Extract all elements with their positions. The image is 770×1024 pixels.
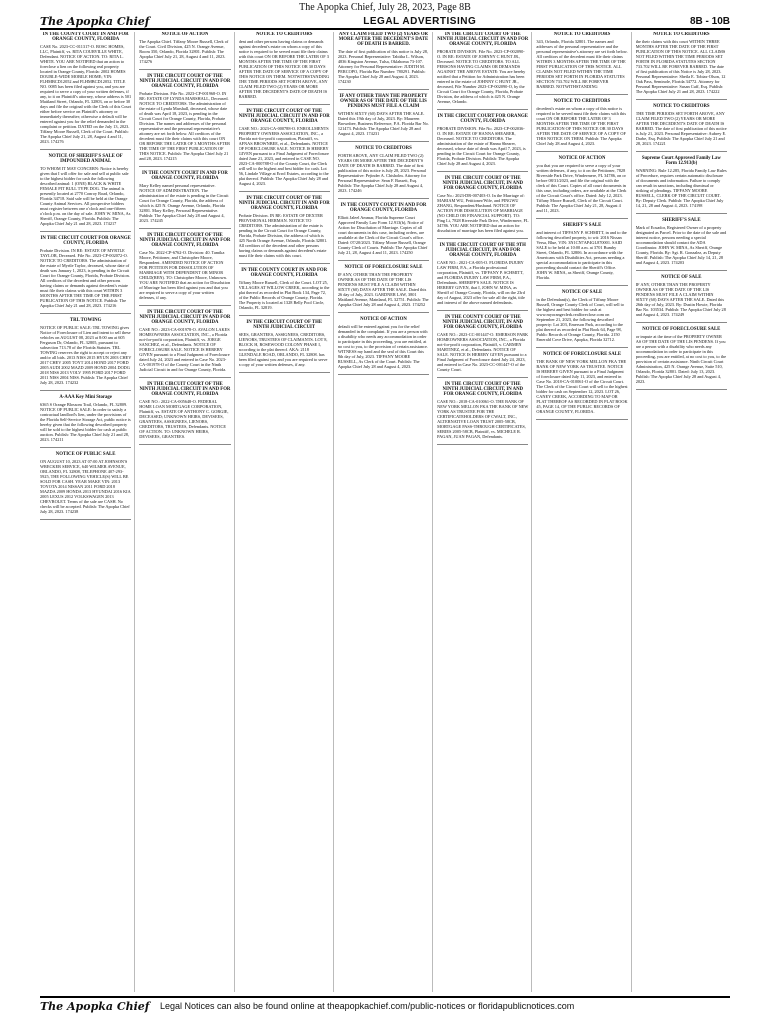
legal-notice <box>536 99 627 152</box>
legal-notice <box>139 32 230 70</box>
legal-notice <box>636 156 727 214</box>
legal-notice <box>536 223 627 286</box>
legal-notice <box>636 327 727 390</box>
notice-heading: IN THE CIRCUIT COURT FOR ORANGE COUNTY, FLORIDA <box>40 236 131 246</box>
notice-heading: NOTICE TO CREDITORS <box>653 32 710 37</box>
notice-body: THE TIME PERIODS SET FORTH ABOVE, ANY CLAIM FILED TWO (2) YEARS OR MORE AFTER THE DECEDENT'S DATE OF DEATH IS BARRED. The date of first publication of this notice is July 21, 2023. Personal Representative: Aubrey E. Darbe, Esq. Publish: The Apopka Chief July 21 and 28, 2023. 174221 <box>635 111 727 146</box>
notice-body: you that you are required to serve a copy of your written defenses, if any, to it on the Petitioner, 7828 Riverside Park Drive, Windermere, FL 34786, on or before 08/31/2023, and file the original with the clerk of this Court. Copies of all court documents in this case, including orders, are available at the Clerk of the Circuit Court's office. Dated: July 12, 2023. Tiffany Moore Russell, Clerk of the Circuit Court. Publish: The Apopka Chief July 21, 28, August 4 and 11, 2023. <box>536 163 627 213</box>
page-range: 8B - 10B <box>689 15 730 27</box>
legal-notice <box>636 275 727 323</box>
footer-notice-text: Legal Notices can also be found online at theapopkachief.com/public-notices or floridapublicnotices.com <box>160 1001 575 1011</box>
notice-body: 343, Orlando, Florida 32801. The names and addresses of the personal representative and the personal representative's attorney are set forth below. All creditors of the decedent must file their claims WITHIN 3 MONTHS AFTER THE TIME OF THE FIRST PUBLICATION OF THIS NOTICE. ALL CLAIMS NOT FILED WITHIN THE TIME PERIODS SET FORTH IN FLORIDA STATUTES SECTION 733.702 WILL BE FOREVER BARRED. NOTWITHSTANDING <box>536 39 628 89</box>
notice-heading: IN THE CIRCUIT COURT OF THE 9TH JUDICIAL CIRCUIT, IN AND FOR ORANGE COUNTY, FLORIDA <box>439 243 526 258</box>
notice-heading: IN THE COUNTY COURT IN AND FOR ORANGE COUNTY, FLORIDA <box>241 268 328 278</box>
notice-heading: SHERIFF'S SALE <box>662 218 701 223</box>
notice-heading: IN THE CIRCUIT COURT OF THE NINTH JUDICIAL CIRCUIT IN AND FOR ORANGE COUNTY, FLORIDA <box>139 382 231 397</box>
legal-notice <box>40 452 131 520</box>
notice-heading: NOTICE OF FORECLOSURE SALE <box>543 352 622 357</box>
column-3 <box>239 32 334 992</box>
notice-body: ON AUGUST 10, 2023 AT 07:00 AT JOHNSON'S WRECKER SERVICE, 640 WILMER AVENUE, ORLANDO, FL 32808, TELEPHONE 407-293-5925, THE FOLLOWING VEHICLE(S) WILL BE SOLD FOR CASH. YEAR MAKE VIN: 2013 TOYOTA 2014 NISSAN 2011 FORD 2018 MAZDA 2009 HONDA 2013 HYUNDAI 2016 KIA 2005 LEXUS 2012 VOLKSWAGEN 2013 CHEVROLET. Terms of the sale are CASH. No checks will be accepted. Publish: The Apopka Chief July 28, 2023. 174238 <box>40 459 131 514</box>
legal-notice <box>636 32 727 100</box>
notice-body: Tiffany Moore Russell, Clerk of the Court. LOT 25, VILLAGES AT WILLOW CREEK, according to the plat thereof as recorded in Plat Book 134, Page 72, of the Public Records of Orange County, Florida. The Property is located at 1328 Belly Pool Circle, Orlando, FL 32819. <box>238 280 330 310</box>
legal-notice <box>239 268 330 316</box>
notice-heading: NOTICE TO CREDITORS <box>255 32 313 37</box>
legal-notice <box>40 154 131 232</box>
notice-heading: IN THE CIRCUIT COURT OF THE NINTH JUDICIAL CIRCUIT IN AND FOR ORANGE COUNTY, FLORIDA <box>437 32 529 47</box>
legal-notice <box>139 74 230 167</box>
notice-heading: NOTICE OF SHERIFF'S SALE OF IMPOUNDED ANIMAL <box>48 154 123 164</box>
notice-body: IF ANY, OTHER THAN THE PROPERTY OWNER AS OF THE DATE OF THE LIS PENDENS MUST FILE A CLAIM WITHIN SIXTY (60) DAYS AFTER THE SALE. Dated this 26th day of July, 2023. By: Dustin Howie, Florida Bar No. 103534. Publish: The Apopka Chief July 28 and August 4, 2023. 174249 <box>635 282 726 317</box>
legal-notice <box>338 32 429 90</box>
legal-notice <box>437 114 528 172</box>
notice-heading: IN THE CIRCUIT COURT FOR ORANGE COUNTY, FLORIDA <box>437 114 528 124</box>
notice-heading: NOTICE OF FORECLOSURE SALE <box>344 265 423 270</box>
notice-body: CASE No. 2023-CC-011317-O. BOSC HOMES, LLC, Plaintiff, vs. RITA COURVILLE WHITE, Defendant. NOTICE OF ACTION. TO: RITA L. WHITE. YOU ARE NOTIFIED that an action to foreclose a lien on the following real property located in Orange County, Florida: 2002 HOMES DOUBLE-WIDE MOBILE HOME; VIN: FLHMBCD12052 and FLHMBCD12052. TITLE NO. 0085 has been filed against you, and you are required to serve a copy of your written defenses, if any, to it on Plaintiff's attorney, whose address is 501 Maitland Street, Orlando, FL 32803, on or before 30 days and file the original with the Clerk of this Court either before service on Plaintiff's attorney or immediately thereafter; otherwise a default will be entered against you for the relief demanded in the complaint or petition. DATED on the July 13, 2023. Tiffany Moore Russell, Clerk of the Court. Publish: The Apopka Chief July 21, 28, August 4 and 11, 2023. 174276 <box>40 44 132 144</box>
legal-notice <box>338 317 429 375</box>
column-5 <box>437 32 532 992</box>
notice-heading: IN THE CIRCUIT COURT OF THE NINTH JUDICIAL CIRCUIT, IN AND FOR ORANGE COUNTY, FLORIDA <box>442 176 524 191</box>
legal-notice <box>40 318 131 391</box>
section-title: LEGAL ADVERTISING <box>363 15 477 27</box>
legal-notice <box>239 320 330 373</box>
notice-body: CASE NO.: 2021-CA-005-O. FLORIDA INJURY LAW FIRM, P.A., a Florida professional corporation, Plaintiff, vs. TIFFANY P. SCHMITT, and FLORIDA INJURY LAW FIRM, P.A., Defendants. SHERIFF'S SALE. NOTICE IS HEREBY GIVEN, that I, JOHN W. MINA, as Sheriff of Orange County, Florida, will on the 23rd day of August, 2023 offer for sale all the right, title and interest of the above named defendants. <box>437 260 525 305</box>
newspaper-logo: The Apopka Chief <box>40 14 150 28</box>
legal-notice <box>139 171 230 229</box>
notice-body: TO WHOM IT MAY CONCERN: Notice is hereby given that I will offer for sale and sell at public sale to the highest bidder for cash the following described animal: 1 (ONE) BLACK & WHITE FEMALE PIT BULL TYPE DOG. The animal is presently located at 2770 Conroy Road, Orlando, Florida 34718. Said sale will be held at the Orange County Animal Services. All prospective bidders must register between one o'clock and one-fifteen o'clock p.m. on the day of sale. JOHN W. MINA, As Sheriff, Orange County, Florida. Publish: The Apopka Chief July 21 and 28, 2023. 174217 <box>40 166 131 226</box>
column-4 <box>338 32 433 992</box>
legal-notice <box>239 32 330 105</box>
legal-notice <box>338 94 429 142</box>
notice-heading: IN THE COUNTY COURT OF THE NINTH JUDICIAL CIRCUIT, IN AND FOR ORANGE COUNTY, FLORIDA <box>442 315 524 330</box>
legal-notice <box>338 203 429 261</box>
notice-heading: IN THE CIRCUIT COURT OF THE NINTH JUDICIAL CIRCUIT IN AND FOR ORANGE COUNTY, FLORIDA <box>139 233 231 248</box>
legal-notice <box>239 196 330 264</box>
legal-notice <box>139 382 230 445</box>
legal-notice <box>636 218 727 271</box>
page-dateline: The Apopka Chief, July 28, 2023, Page 8B <box>299 2 471 13</box>
notice-heading: TRL TOWING <box>69 318 102 323</box>
notice-heading: NOTICE OF PUBLIC SALE <box>55 452 116 457</box>
notice-heading: NOTICE OF ACTION <box>558 156 606 161</box>
notice-body: FORTH ABOVE, ANY CLAIM FILED TWO (2) YEARS OR MORE AFTER THE DECEDENT'S DATE OF DEATH IS BARRED. The date of first publication of this notice is July 28, 2023. Personal Representative: Pejinder A. Chisholm. Attorney for Personal Representative: Sean F. Bassett, Esq. Publish: The Apopka Chief July 28 and August 4, 2023. 174246 <box>337 153 427 193</box>
notice-body: Probate Division. File No. 2023-CP-001968-O. IN RE: ESTATE OF LYNDA MARSHALL, Deceased. NOTICE TO CREDITORS. The administration of the estate of Lynda Marshall, deceased, whose date of death was April 18, 2023, is pending in the Circuit Court for Orange County, Florida, Probate Division. The names and addresses of the personal representative and the personal representative's attorney are set forth below. All creditors of the decedent must file their claims with this court ON OR BEFORE THE LATER OF 3 MONTHS AFTER THE TIME OF THE FIRST PUBLICATION OF THIS NOTICE. Publish: The Apopka Chief July 21 and 28, 2023. 174215 <box>139 91 231 161</box>
notice-body: and interest of TIFFANY P. SCHMITT, in and to the following described property, to wit: 2016 Nissan Versa, Blue, VIN: 3N1CN7AP4GL870001. SAID SALE to be held at 10:00 a.m. at 3701 Bumby Street, Orlando, FL 32806. In accordance with the Americans with Disabilities Act, persons needing a special accommodation to participate in this proceeding should contact the Sheriff's Office. JOHN W. MINA, as Sheriff, Orange County, Florida. <box>536 230 627 280</box>
notice-body: NOTICE OF PUBLIC SALE: TRL TOWING gives Notice of Foreclosure of Lien and intent to sell these vehicles on AUGUST 08, 2023 at 8:00 am at 605 Ferguson Dr, Orlando, FL 32805, pursuant to subsection 713.78 of the Florida Statutes. TRL TOWING reserves the right to accept or reject any and/or all bids. 2013 NISS 2015 HYUN 2003 CHEV 2017 CHEV 2005 TOYT 2014 HOND 2017 FORD 2005 AUDI 2002 MAZD 2009 HOND 2004 DODG 2018 NISS 2013 VOLV 1995 FORD 2017 FORD 2011 NISS 2004 NISS. Publish: The Apopka Chief July 28, 2023. 174232 <box>40 325 132 385</box>
notice-heading: NOTICE TO CREDITORS <box>553 99 611 104</box>
column-6 <box>536 32 631 992</box>
footer-logo: The Apopka Chief <box>40 999 150 1013</box>
column-2 <box>139 32 234 992</box>
notice-body: Case No. 2022-CP-6762-O. Division: 40. Tamika Moore, Petitioner, and Christopher Moore, Respondent. AMENDED NOTICE OF ACTION FOR PETITION FOR DISSOLUTION OF MARRIAGE WITH DEPENDENT OR MINOR CHILD(REN). TO: Christopher Moore, Unknown. YOU ARE NOTIFIED that an action for Dissolution of Marriage has been filed against you and that you are required to serve a copy of your written defenses, if any. <box>139 250 231 300</box>
notice-heading: NOTICE OF SALE <box>661 275 702 280</box>
notice-heading: ANY CLAIM FILED TWO (2) YEARS OR MORE AFTER THE DECEDENT'S DATE OF DEATH IS BARRED. <box>338 32 429 47</box>
notice-columns <box>40 32 730 992</box>
notice-heading: Supreme Court Approved Family Law Form 12.913(b) <box>641 156 721 166</box>
notice-body: default will be entered against you for the relief demanded in the complaint. If you are a person with a disability who needs any accommodation in order to participate in this proceeding, you are entitled, at no cost to you, to the provision of certain assistance. WITNESS my hand and the seal of this Court this 8th day of July, 2023. TIFFANY MOORE RUSSELL, As Clerk of the Court. Publish: The Apopka Chief July 28 and August 4, 2023. <box>337 324 428 369</box>
notice-body: CASE NO.: 2023-CA-001978-O. AVALON LAKES HOMEOWNERS ASSOCIATION, INC., a Florida not-for-profit corporation, Plaintiff, vs. JORGE SANCHEZ, et al., Defendants. NOTICE OF FORECLOSURE SALE. NOTICE IS HEREBY GIVEN pursuant to a Final Judgment of Foreclosure dated July 24, 2023 and entered in Case No. 2023-CA-001978-O of the County Court in the Ninth Judicial Circuit in and for Orange County, Florida. <box>139 327 230 372</box>
notice-heading: A-AAA Key Mini Storage <box>59 395 112 400</box>
column-7 <box>636 32 730 992</box>
notice-heading: IN THE CIRCUIT COURT OF THE NINTH JUDICIAL CIRCUIT IN AND FOR ORANGE COUNTY, FLORIDA <box>139 310 231 325</box>
legal-notice <box>40 32 131 150</box>
notice-heading: IN THE CIRCUIT COURT OF THE NINTH JUDICIAL CIRCUIT <box>246 320 323 330</box>
legal-notice <box>437 315 528 378</box>
notice-body: SEES, GRANTEES, ASSIGNEES, CREDITORS, LIENORS, TRUSTEES OF CLAIMANTS. LOT 8, BLOCK H, ROSEWOOD COLONY PHASE I, according to the plat thereof. AKA: 2118 GLENDALE ROAD, ORLANDO, FL 32808. has been filed against you and you are required to serve a copy of your written defenses, if any. <box>238 332 328 367</box>
notice-body: The date of first publication of this notice is July 28, 2023. Personal Representative: Tabitha L. Wilson, 4836 Kingston Avenue, Tulsa, Oklahoma 73-107. Attorney for Personal Representative: JUDITH M. PERCOPO, Florida Bar Number: 780291. Publish: The Apopka Chief July 28 and August 4, 2023. 174230 <box>337 49 428 84</box>
notice-body: PROBATE DIVISION. File No. 2023-CP-002036-O. IN RE: ESTATE OF HANNA SHEARER, Deceased. NOTICE TO CREDITORS. The administration of the estate of Hanna Shearer, deceased, whose date of death was April 7, 2023, is pending in the Circuit Court for Orange County, Florida, Probate Division. Publish: The Apopka Chief July 28 and August 4, 2023. <box>437 126 526 166</box>
legal-notice <box>239 109 330 192</box>
legal-notice <box>338 146 429 199</box>
legal-notice <box>536 156 627 219</box>
legal-notice <box>437 382 528 445</box>
legal-notice <box>536 32 627 95</box>
notice-body: CASE NO.: 2023-CA-000788-O. ENROLLMENTS PROPERTY OWNERS ASSOCIATION, INC., a Florida not-for-profit corporation, Plaintiff, vs. AFNAS BROWNBEE, et al., Defendants. NOTICE OF FORECLOSURE SALE. NOTICE IS HEREBY GIVEN pursuant to a Final Judgment of Foreclosure dated June 21, 2023, and entered in CASE NO. 2023-CA-000788-O of the County Court, the Clerk will sell to the highest and best bidder for cash. Lot 56, Lindale Village at Errol Estates, according to the plat thereof. Publish: The Apopka Chief July 28 and August 4, 2023. <box>238 126 329 186</box>
notice-body: THE BANK OF NEW YORK MELLON FKA THE BANK OF NEW YORK AS TRUSTEE. NOTICE IS HEREBY GIVEN pursuant to a Final Judgment of foreclosure dated July 11, 2023, and entered in Case No. 2018-CA-010061-O of the Circuit Court. The Clerk of the Circuit Court will sell to the highest bidder for cash on September 12, 2023. LOT 26, CANEY CREEK, ACCORDING TO MAP OR PLAT THEREOF AS RECORDED IN PLAT BOOK 45, PAGE 14, OF THE PUBLIC RECORDS OF ORANGE COUNTY, FLORIDA. <box>536 359 628 414</box>
notice-heading: NOTICE TO CREDITORS <box>355 146 412 151</box>
notice-body: decedent's estate on whom a copy of this notice is required to be served must file their claims with this court ON OR BEFORE THE LATER OF 3 MONTHS AFTER THE TIME OF THE FIRST PUBLICATION OF THIS NOTICE OR 30 DAYS AFTER THE DATE OF SERVICE OF A COPY OF THIS NOTICE ON THEM. Publish: The Apopka Chief July 28 and August 4, 2023. <box>536 106 627 146</box>
notice-body: WARNING: Rule 12.285, Florida Family Law Rules of Procedure, requires certain automatic disclosure of documents and information. Failure to comply can result in sanctions, including dismissal or striking of pleadings. TIFFANY MOORE RUSSELL, CLERK OF THE CIRCUIT COURT. By: Deputy Clerk. Publish: The Apopka Chief July 14, 21, 28 and August 4, 2023. 174198 <box>635 168 727 208</box>
notice-heading: NOTICE TO CREDITORS <box>653 104 710 109</box>
legal-notice <box>338 265 429 313</box>
notice-heading: IN THE CIRCUIT COURT OF THE NINTH JUDICIAL CIRCUIT, IN AND FOR ORANGE COUNTY, FLORIDA <box>442 382 524 397</box>
notice-heading: IF ANY OTHER THAN THE PROPERTY OWNER AS OF THE DATE OF THE LIS PENDENS MUST FILE A CLAIM <box>339 94 428 109</box>
legal-notice <box>40 236 131 314</box>
legal-notice <box>40 395 131 448</box>
notice-heading: IN THE COUNTY COURT IN AND FOR ORANGE COUNTY, FLORIDA <box>340 203 427 213</box>
legal-notice <box>536 290 627 348</box>
masthead <box>40 14 730 30</box>
notice-body: Probate Division. IN RE: ESTATE OF MYRTLE TAYLOR, Deceased. File No. 2023-CP-002072-O. NOTICE TO CREDITORS. The administration of the estate of Myrtle Taylor, deceased, whose date of death was January 1, 2023, is pending in the Circuit Court for Orange County, Florida, Probate Division. All creditors of the decedent and other persons having claims or demands against decedent's estate must file their claims with this court WITHIN 3 MONTHS AFTER THE TIME OF THE FIRST PUBLICATION OF THIS NOTICE. Publish: The Apopka Chief July 21 and 28, 2023. 174216 <box>40 248 130 308</box>
notice-body: Mary Kelley named personal representative. NOTICE OF ADMINISTRATION. The administration of the estate is pending in the Circuit Court for Orange County, Florida, the address of which is 425 N. Orange Avenue, Orlando, Florida 32801. Mary Kelley, Personal Representative. Publish: The Apopka Chief July 28 and August 4, 2023. 174245 <box>139 183 229 223</box>
notice-body: CASE NO.: 2018-CA-010061-O. THE BANK OF NEW YORK MELLON FKA THE BANK OF NEW YORK AS TRUSTEE FOR THE CERTIFICATEHOLDERS OF CWALT, INC., ALTERNATIVE LOAN TRUST 2005-58CB, MORTGAGE PASS-THROUGH CERTIFICATES, SERIES 2005-58CB, Plaintiff, vs. MICHELE R. PAGAN, JUAN PAGAN, Defendants. <box>437 399 529 439</box>
legal-notice <box>139 310 230 378</box>
notice-body: Elliott Jaleel Ammar, Florida Supreme Court Approved Family Law Form 12.913(b), Notice of Action for Dissolution of Marriage. Copies of all court documents in this case, including orders, are available at the Clerk of the Circuit Court's office. Dated: 07/20/2023. Tiffany Moore Russell, Orange County Clerk of Courts. Publish: The Apopka Chief July 21, 28, August 4 and 11, 2023. 174250 <box>337 215 428 255</box>
notice-body: Probate Division. IN RE: ESTATE OF DEXTER PROVISIONAL HERMAN. NOTICE TO CREDITORS. The administration of the estate is pending in the Circuit Court for Orange County, Florida, Probate Division, the address of which is 425 North Orange Avenue, Orlando, Florida 32801. All creditors of the decedent and other persons having claims or demands against decedent's estate must file their claims with this court. <box>238 213 328 258</box>
notice-body: CASE NO.: 2023-CC-001447-O. EMERSON PARK HOMEOWNERS ASSOCIATION, INC., a Florida not-for-profit corporation, Plaintiff, v. CARMEN MARTINEZ, et al., Defendants. NOTICE OF SALE. NOTICE IS HEREBY GIVEN pursuant to a Final Judgment of Foreclosure dated July 24, 2023, and entered in Case No. 2023-CC-001447-O of the County Court. <box>437 332 529 372</box>
notice-body: dent and other persons having claims or demands against decedent's estate on whom a copy of this notice is required to be served must file their claims with this court ON OR BEFORE THE LATER OF 3 MONTHS AFTER THE TIME OF THE FIRST PUBLICATION OF THIS NOTICE OR 30 DAYS AFTER THE DATE OF SERVICE OF A COPY OF THIS NOTICE ON THEM. NOTWITHSTANDING THE TIME PERIODS SET FORTH ABOVE, ANY CLAIM FILED TWO (2) YEARS OR MORE AFTER THE DECEDENT'S DATE OF DEATH IS BARRED. <box>238 39 330 99</box>
notice-heading: IN THE CIRCUIT COURT OF THE NINTH JUDICIAL CIRCUIT IN AND FOR ORANGE COUNTY, FLORIDA <box>139 74 231 89</box>
legal-notice <box>437 32 528 110</box>
notice-body: The Apopka Chief. Tiffany Moore Russell, Clerk of the Court. Civil Division, 425 N. Orange Avenue, Room 350, Orlando, Florida 32801. Publish: The Apopka Chief July 21, 28, August 4 and 11, 2023. 174276 <box>139 39 229 64</box>
notice-body: the their claims with this court WITHIN THREE MONTHS AFTER THE DATE OF THE FIRST PUBLICATION OF THIS NOTICE. ALL CLAIMS NOT FILED WITHIN THE TIME PERIODS SET FORTH IN FLORIDA STATUTES SECTION 733.702 WILL BE FOREVER BARRED. The date of first publication of this Notice is July 28, 2023. Personal Representative: Sheila E. Tobias-Olson, 12 Oak Pass, Seminole, Florida 34772. Attorney for Personal Representative: Susan Cuff, Esq. Publish: The Apopka Chief July 21 and 28, 2023. 174222 <box>635 39 726 94</box>
notice-body: CASE NO.: 2022-CA-005648-O. FEDERAL HOME LOAN MORTGAGE CORPORATION, Plaintiff, vs. ESTATE OF ANTHONY C. GORGIE, DECEASED; UNKNOWN HEIRS, DEVISEES, GRANTEES, ASSIGNEES, LIENORS, CREDITORS, TRUSTEES, Defendants. NOTICE OF ACTION. TO: UNKNOWN HEIRS, DEVISEES, GRANTEES. <box>139 399 229 439</box>
notice-heading: NOTICE OF SALE <box>561 290 603 295</box>
notice-body: in the Defendant(s), the Clerk of Tiffany Moore Russell, Orange County Clerk of Court, will sell to the highest and best bidder for cash at www.myorangeclerk.realforeclose.com on September 21, 2023, the following described property: Lot 203, Emerson Park, according to the plat thereof as recorded in Plat Book 64, Page 98, Public Records of Orange County, Florida. 2150 Emerald Cove Drive, Apopka, Florida 32712. <box>536 297 625 342</box>
notice-body: Mark of Ecuador, Registered Owner of a property designated as Parcel. Prior to the date of the sale and interest notice, persons needing a special accommodation should contact the ADA Coordinator. JOHN W. MINA, As Sheriff, Orange County, Florida. By: Sgt. R. Gonzalez, as Deputy Sheriff. Publish: The Apopka Chief July 14, 21, 28 and August 4, 2023. 174203 <box>635 225 727 265</box>
notice-heading: IN THE COUNTY COURT IN AND FOR ORANGE COUNTY, FLORIDA <box>142 171 228 181</box>
column-1 <box>40 32 135 992</box>
notice-body: 6365 S Orange Blossom Trail, Orlando, FL 32809. NOTICE OF PUBLIC SALE: In order to satisfy a contractual landlord's lien, under the provisions of the Florida Self-Service Storage Act, public notice is hereby given that the following described property will be sold to the highest bidder for cash at public auction. Publish: The Apopka Chief July 21 and 28, 2023. 174211 <box>40 402 131 442</box>
notice-heading: IN THE CIRCUIT COURT OF THE NINTH JUDICIAL CIRCUIT IN AND FOR ORANGE COUNTY, FLORIDA <box>238 196 330 211</box>
notice-body: WITHIN SIXTY (60) DAYS AFTER THE SALE. Dated this 19th day of July, 2023. By: Maureen Brownbee, Business Reference, P.A. Florida Bar No. 121473. Publish: The Apopka Chief July 28 and August 4, 2023. 174231 <box>337 111 429 136</box>
notice-heading: NOTICE TO CREDITORS <box>553 32 611 37</box>
notice-heading: NOTICE OF ACTION <box>161 32 209 37</box>
legal-notice <box>437 176 528 239</box>
notice-heading: IN THE CIRCUIT COURT OF THE NINTH JUDICIAL CIRCUIT IN AND FOR ORANGE COUNTY, FLORIDA <box>238 109 330 124</box>
legal-notice <box>139 233 230 306</box>
notice-body: PROBATE DIVISION. File No. 2023-CP-002090-O. IN RE: ESTATE OF JOHNNY C HUNT JR., Deceased. NOTICE TO CREDITORS. TO ALL PERSONS HAVING CLAIMS OR DEMANDS AGAINST THE ABOVE ESTATE: You are hereby notified that a Petition for Administration has been entered in the estate of JOHNNY C HUNT JR., deceased, File Number 2023-CP-002090-O, by the Circuit Court for Orange County, Florida, Probate Division, the address of which is 425 N. Orange Avenue, Orlando. <box>437 49 526 104</box>
notice-heading: SHERIFF'S SALE <box>562 223 602 228</box>
notice-body: IF ANY, OTHER THAN THE PROPERTY OWNER AS OF THE DATE OF THE LIS PENDENS MUST FILE A CLAIM WITHIN SIXTY (60) DAYS AFTER THE SALE. Dated this 26 day of July, 2023. GARDNER LAW, 3801 Maitland Avenue, Mainland, FL 32751. Publish: The Apopka Chief July 28 and August 4, 2023. 174252 <box>337 272 429 307</box>
legal-notice <box>437 243 528 311</box>
notice-heading: NOTICE OF FORECLOSURE SALE <box>642 327 721 332</box>
legal-notice <box>636 104 727 152</box>
notice-heading: IN THE COUNTY COURT IN AND FOR ORANGE COUNTY, FLORIDA <box>42 32 129 42</box>
notice-body: Case No.: 2023-DR-007403-O. In the Marriage of: MARIAM WU, Petitioner/Wife, and PINGWU ZHANG, Respondent/Husband. NOTICE OF ACTION FOR DISSOLUTION OF MARRIAGE (NO CHILD OR FINANCIAL SUPPORT). TO: Ping Li, 7828 Riverside Park Drive, Windermere, FL 34786. YOU ARE NOTIFIED that an action for dissolution of marriage has been filed against you. <box>437 193 529 233</box>
page-footer <box>40 996 730 1014</box>
notice-heading: NOTICE OF ACTION <box>360 317 407 322</box>
legal-notice <box>536 352 627 420</box>
notice-body: or impute at the time of the PROPERTY OWNER AS OF THE DATE OF THE LIS PENDENS. If you are a person with a disability who needs any accommodation in order to participate in this proceeding, you are entitled, at no cost to you, to the provision of certain assistance. Ninth Circuit Court Administration, 425 N. Orange Avenue, Suite 510, Orlando, Florida 32801. Dated: July 13, 2023. Publish: The Apopka Chief July 28 and August 4, 2023. <box>635 334 727 384</box>
